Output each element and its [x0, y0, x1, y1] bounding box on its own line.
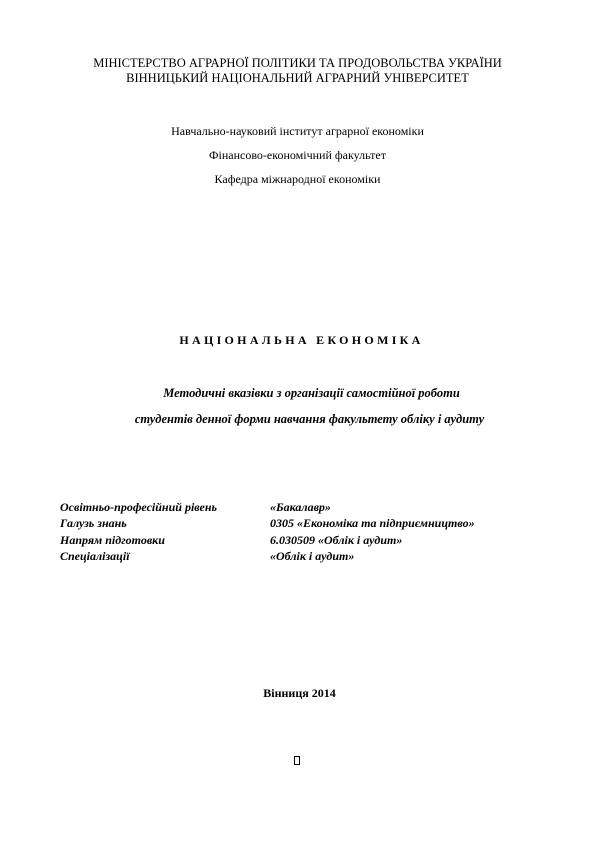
spec-value: «Облік і аудит» — [270, 549, 355, 563]
department-name: Кафедра міжнародної економіки — [214, 172, 381, 186]
spec-value: 0305 «Економіка та підприємництво» — [270, 516, 475, 530]
city-year: Вінниця 2014 — [263, 686, 336, 700]
spec-value: 6.030509 «Облік і аудит» — [270, 533, 403, 547]
spec-label: Освітньо-професійний рівень — [60, 500, 217, 514]
spec-label: Галузь знань — [60, 516, 127, 530]
page-marker — [294, 756, 300, 765]
institute-name: Навчально-науковий інститут аграрної економіки — [171, 124, 424, 138]
document-title: НАЦІОНАЛЬНА ЕКОНОМІКА — [179, 333, 424, 347]
faculty-name: Фінансово-економічний факультет — [209, 148, 386, 162]
subtitle-line-1: Методичні вказівки з організації самостійної роботи — [163, 386, 460, 400]
spec-label: Спеціалізації — [60, 549, 130, 563]
spec-value: «Бакалавр» — [270, 500, 331, 514]
ministry-line-2: ВІННИЦЬКИЙ НАЦІОНАЛЬНИЙ АГРАРНИЙ УНІВЕРСИТЕТ — [126, 71, 469, 85]
subtitle-line-2: студентів денної форми навчання факультету обліку і аудиту — [134, 412, 485, 426]
ministry-line-1: МІНІСТЕРСТВО АГРАРНОЇ ПОЛІТИКИ ТА ПРОДОВОЛЬСТВА УКРАЇНИ — [93, 56, 502, 70]
spec-label: Напрям підготовки — [60, 533, 165, 547]
